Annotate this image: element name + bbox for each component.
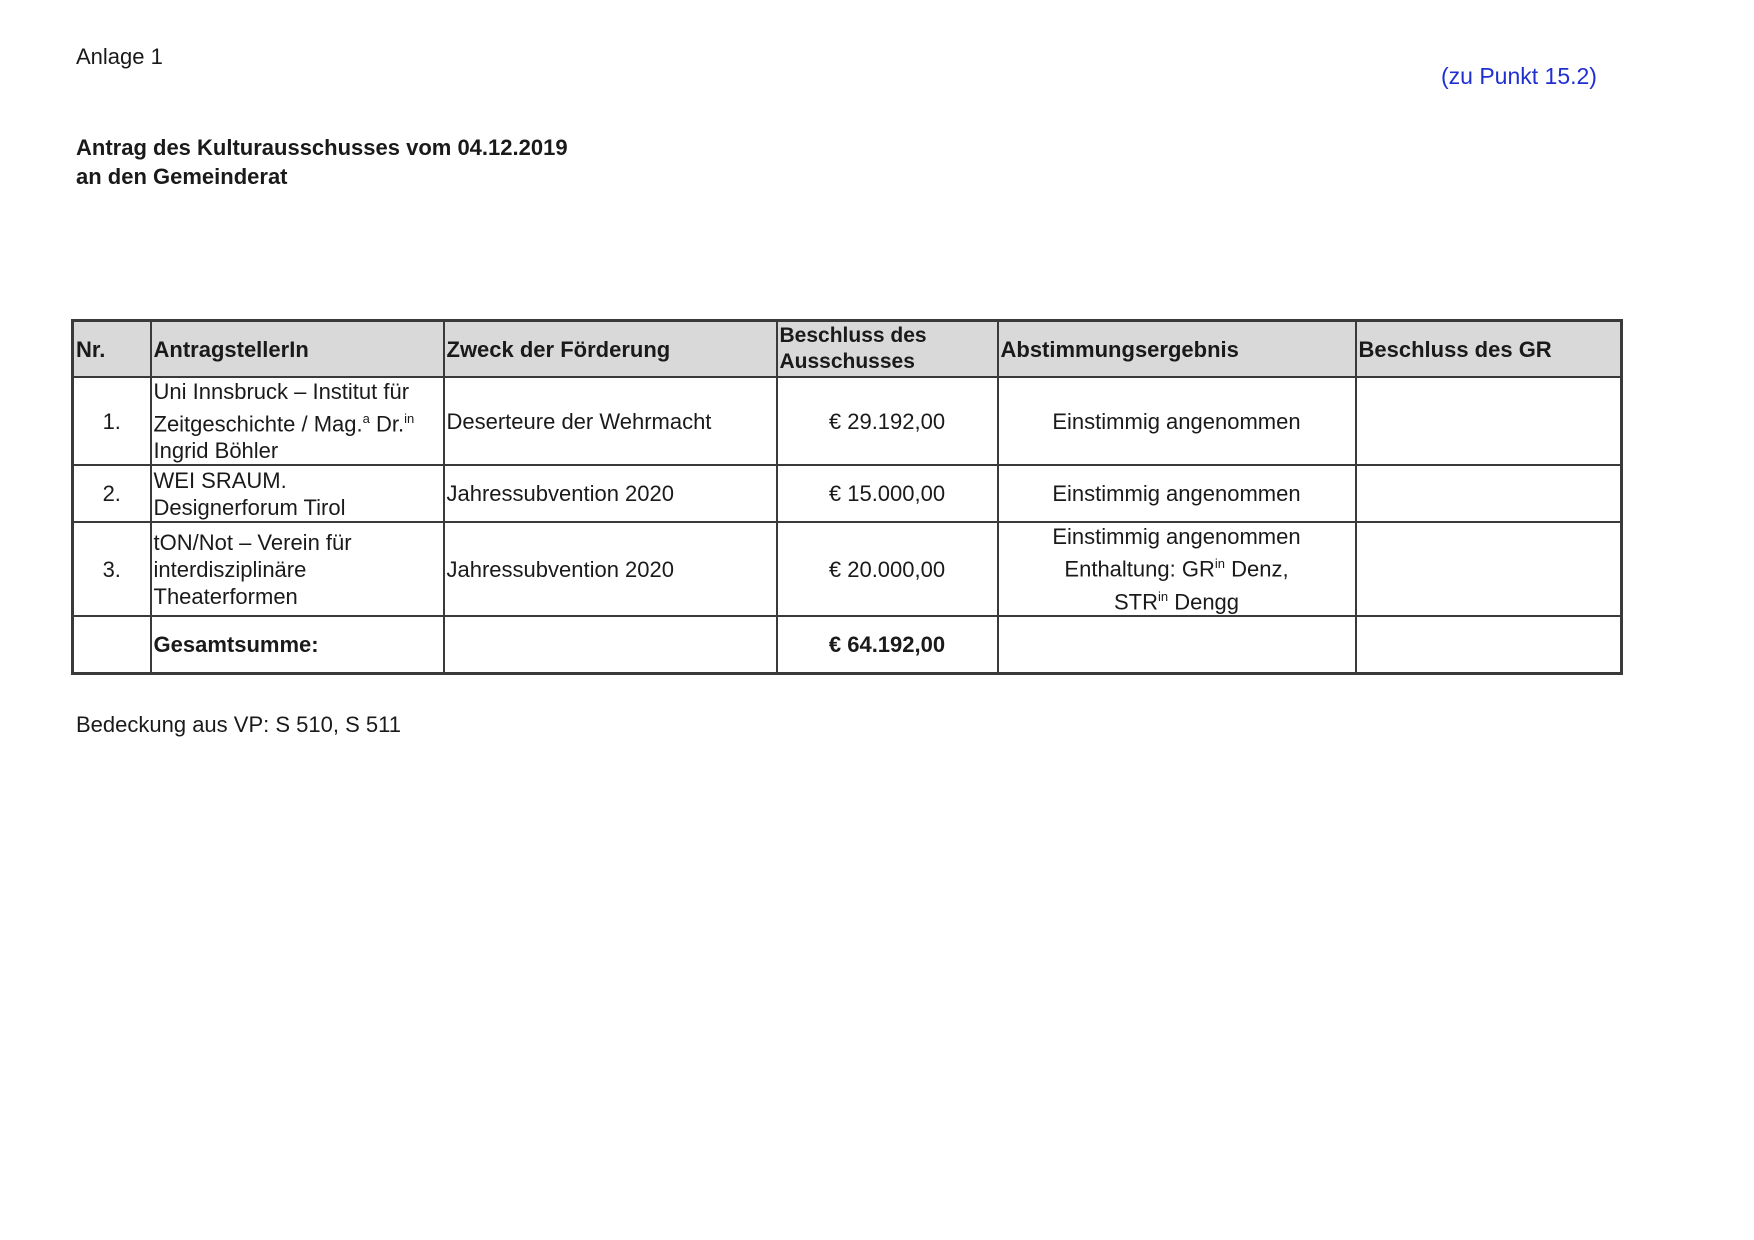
table-row	[73, 465, 1622, 522]
applicant-line: Uni Innsbruck – Institut für	[153, 379, 410, 404]
purpose-cell: Jahressubvention 2020	[444, 522, 777, 616]
council-decision-cell	[1356, 465, 1622, 522]
annex-label: Anlage 1	[76, 44, 163, 69]
header-applicant: AntragstellerIn	[151, 321, 444, 378]
applicant-line: tON/Not – Verein für	[153, 529, 352, 555]
council-decision-cell	[1356, 522, 1622, 616]
heading-line-1: Antrag des Kulturausschusses vom 04.12.2019	[76, 135, 568, 160]
table-row	[73, 522, 1622, 616]
applicant-line: Dr.	[369, 411, 405, 437]
vote-line: Einstimmig angenommen	[1052, 524, 1301, 550]
heading-line-2: an den Gemeinderat	[76, 164, 288, 189]
applicant-line: interdisziplinäre	[153, 556, 307, 582]
total-label: Gesamtsumme:	[151, 616, 444, 674]
vote-line: STR	[1113, 588, 1158, 614]
table-header-row	[73, 321, 1622, 378]
applicant-cell	[151, 465, 444, 522]
applicant-line: Ingrid Böhler	[153, 438, 279, 464]
header-committee-decision	[777, 321, 998, 378]
header-council-decision: Beschluss des GR	[1356, 321, 1622, 378]
amount-cell: € 20.000,00	[777, 522, 998, 616]
vote-line: Dengg	[1168, 588, 1240, 614]
table-row	[73, 377, 1622, 465]
superscript: in	[1157, 588, 1169, 604]
header-nr: Nr.	[73, 321, 151, 378]
agenda-reference: (zu Punkt 15.2)	[1441, 63, 1597, 89]
total-empty-cell	[73, 616, 151, 674]
vote-cell: Einstimmig angenommen	[998, 377, 1356, 465]
applicant-line: WEI SRAUM.	[153, 467, 287, 493]
superscript: a	[362, 411, 370, 426]
header-committee-decision-line-1: Beschluss des	[779, 324, 927, 347]
vote-line: Denz,	[1224, 556, 1289, 582]
superscript: in	[1214, 556, 1225, 572]
header-purpose: Zweck der Förderung	[444, 321, 777, 378]
total-empty-cell	[1356, 616, 1622, 674]
purpose-cell: Jahressubvention 2020	[444, 465, 777, 522]
row-number: 2.	[73, 465, 151, 522]
vote-line: Enthaltung: GR	[1064, 556, 1215, 582]
applicant-line: Theaterformen	[153, 583, 298, 609]
applicant-cell	[151, 377, 444, 465]
amount-cell: € 15.000,00	[777, 465, 998, 522]
council-decision-cell	[1356, 377, 1622, 465]
total-empty-cell	[998, 616, 1356, 674]
document-heading	[76, 133, 568, 191]
row-number: 1.	[73, 377, 151, 465]
superscript: in	[404, 411, 415, 426]
applicant-line: Designerforum Tirol	[153, 494, 346, 520]
grants-table	[71, 319, 1623, 675]
applicant-cell	[151, 522, 444, 616]
applicant-line: Zeitgeschichte / Mag.	[153, 411, 363, 437]
row-number: 3.	[73, 522, 151, 616]
vote-cell	[998, 522, 1356, 616]
header-committee-decision-line-2: Ausschusses	[779, 350, 915, 373]
total-empty-cell	[444, 616, 777, 674]
budget-coverage-note: Bedeckung aus VP: S 510, S 511	[76, 712, 401, 737]
total-amount: € 64.192,00	[777, 616, 998, 674]
total-row	[73, 616, 1622, 674]
header-vote-result: Abstimmungsergebnis	[998, 321, 1356, 378]
amount-cell: € 29.192,00	[777, 377, 998, 465]
purpose-cell: Deserteure der Wehrmacht	[444, 377, 777, 465]
vote-cell: Einstimmig angenommen	[998, 465, 1356, 522]
